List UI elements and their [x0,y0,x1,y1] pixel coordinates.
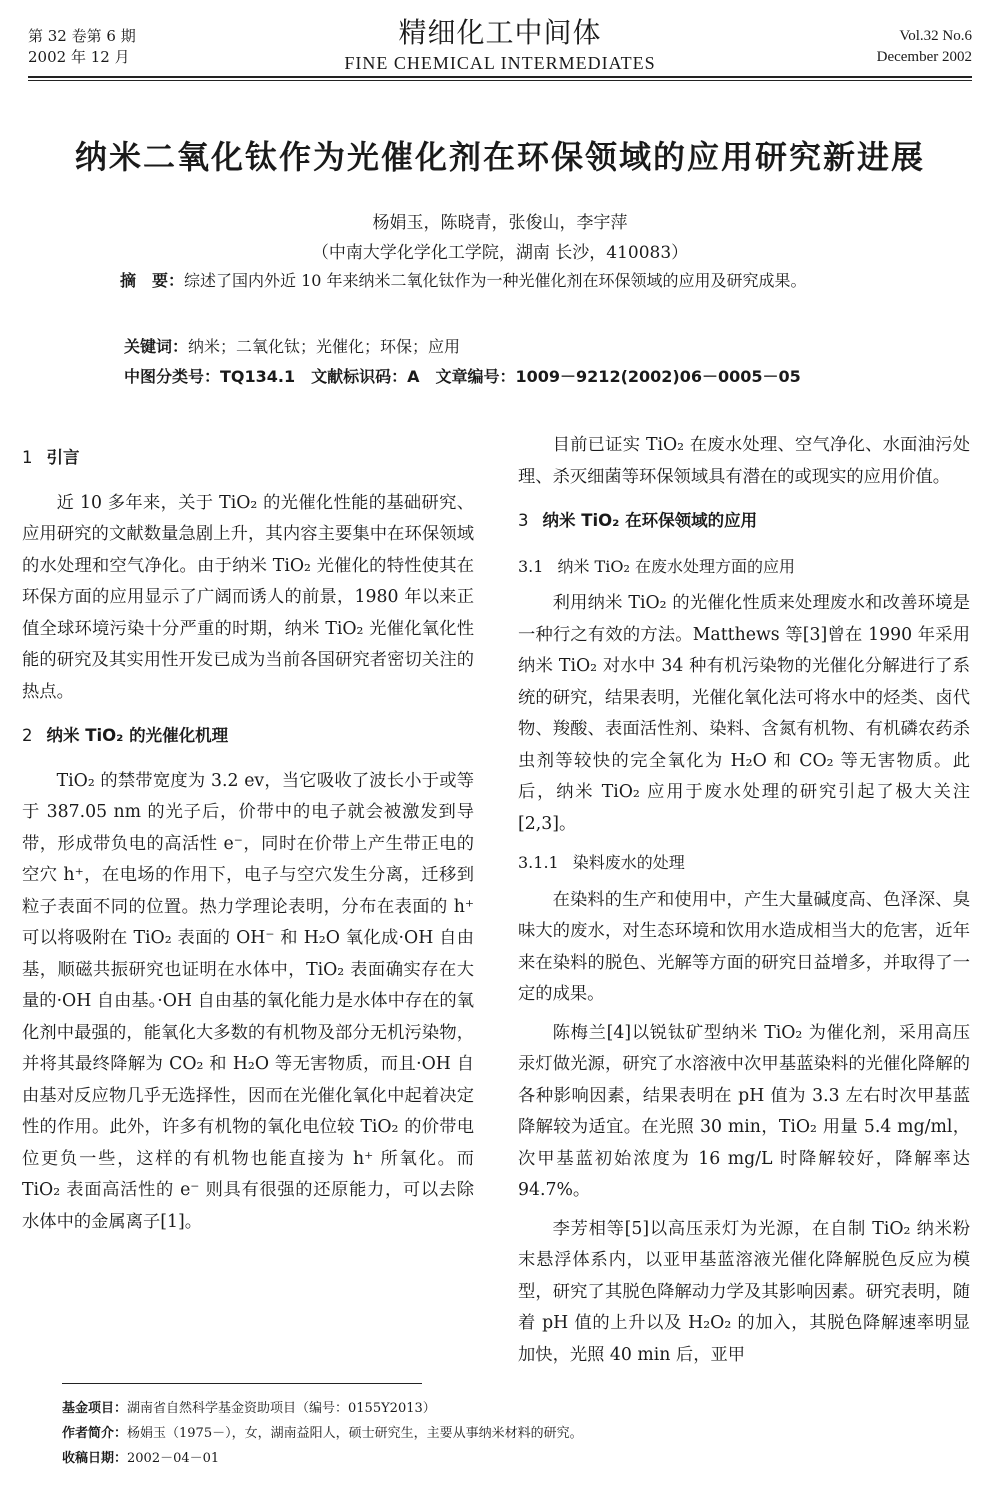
paragraph: TiO₂ 的禁带宽度为 3.2 ev，当它吸收了波长小于或等于 387.05 nm 的光子后，价带中的电子就会被激发到导带，形成带负电的高活性 e⁻，同时在价带上产生带正电的空穴 h⁺，在电场的作用下，电子与空穴发生分离，迁移到粒子表面不同的位置。热力学理论表明，分布在表面的 h⁺ 可以将吸附在 TiO₂ 表面的 OH⁻ 和 H₂O 氧化成·OH 自由基，顺磁共振研究也证明在水体中，TiO₂ 表面确实存在大量的·OH 自由基。·OH 自由基的氧化能力是水体中存在的氧化剂中最强的，能氧化大多数的有机物及部分无机污染物，并将其最终降解为 CO₂ 和 H₂O 等无害物质，而且·OH 自由基对反应物几乎无选择性，因而在光催化氧化中起着决定性的作用。此外，许多有机物的氧化电位较 TiO₂ 的价带电位更负一些，这样的有机物也能直接为 h⁺ 所氧化。而 TiO₂ 表面高活性的 e⁻ 则具有很强的还原能力，可以去除水体中的金属离子[1]。 [22,770,474,1232]
footnotes [62,1396,942,1471]
journal-name-en: FINE CHEMICAL INTERMEDIATES [344,53,656,73]
paper-title: 纳米二氧化钛作为光催化剂在环保领域的应用研究新进展 [74,138,925,176]
section-2-heading [22,720,474,752]
paragraph: 在染料的生产和使用中，产生大量碱度高、色泽深、臭味大的废水，对生态环境和饮用水造成相当大的危害，近年来在染料的脱色、光解等方面的研究日益增多，并取得了一定的成果。 [518,889,970,1004]
section-title: 纳米 TiO₂ 在环保领域的应用 [542,511,758,530]
section-1-heading [22,442,474,474]
fund-label: 基金项目： [62,1401,128,1416]
subsection-3-1-1-heading [518,847,970,879]
abstract-label: 摘 要： [120,271,185,290]
subsection-3-1-heading [518,551,970,583]
paragraph: 利用纳米 TiO₂ 的光催化性质来处理废水和改善环境是一种行之有效的方法。Matthews 等[3]曾在 1990 年采用纳米 TiO₂ 对水中 34 种有机污染物的光催化分解进行了系统的研究，结果表明，光催化氧化法可将水中的烃类、卤代物、羧酸、表面活性剂、染料、含氮有机物、有机磷农药杀虫剂等较快的完全氧化为 H₂O 和 CO₂ 等无害物质。此后，纳米 TiO₂ 应用于废水处理的研究引起了极大关注[2,3]。 [518,593,970,834]
subsection-title: 纳米 TiO₂ 在废水处理方面的应用 [557,556,795,576]
footnote-author [62,1421,942,1446]
subsection-number: 3.1 [518,556,544,576]
header-volume-issue: 第 32 卷第 6 期 [28,27,136,45]
header-issue-info-en [877,26,972,68]
section-title: 引言 [46,448,80,467]
paper-authors: 杨娟玉，陈晓青，张俊山，李宇萍 [372,213,628,233]
header-issue-info [28,26,136,68]
fund-text: 湖南省自然科学基金资助项目（编号：0155Y2013） [127,1401,436,1416]
footnote-date [62,1446,942,1471]
author-text: 杨娟玉（1975－），女，湖南益阳人，硕士研究生，主要从事纳米材料的研究。 [127,1426,583,1441]
author-label: 作者简介： [62,1426,128,1441]
left-column [22,430,474,1245]
classification-line [124,362,801,392]
section-title: 纳米 TiO₂ 的光催化机理 [46,726,229,745]
subsection-number: 3.1.1 [518,853,559,872]
date-label: 收稿日期： [62,1451,128,1466]
paragraph: 目前已证实 TiO₂ 在废水处理、空气净化、水面油污处理、杀灭细菌等环保领域具有潜在的或现实的应用价值。 [518,435,970,487]
subsection-title: 染料废水的处理 [572,853,685,872]
paper-affiliation: （中南大学化学化工学院，湖南 长沙，410083） [311,243,689,263]
header-volume-en: Vol.32 No.6 [899,28,972,44]
paragraph: 李芳相等[5]以高压汞灯为光源，在自制 TiO₂ 纳米粉末悬浮体系内，以亚甲基蓝溶液光催化降解脱色反应为模型，研究了其脱色降解动力学及其影响因素。研究表明，随着 pH 值的上升以及 H₂O₂ 的加入，其脱色降解速率明显加快，光照 40 min 后，亚甲 [518,1218,970,1365]
journal-name-cn: 精细化工中间体 [398,16,602,49]
section-number: 1 [22,448,33,467]
section-number: 2 [22,726,33,745]
right-column [518,430,970,1378]
date-text: 2002－04－01 [127,1451,220,1466]
classification-text: 中图分类号：TQ134.1 文献标识码：A 文章编号：1009－9212(2002)06－0005－05 [124,367,801,386]
paragraph: 近 10 多年来，关于 TiO₂ 的光催化性能的基础研究、应用研究的文献数量急剧上升，其内容主要集中在环保领域的水处理和空气净化。由于纳米 TiO₂ 光催化的特性使其在环保方面的应用显示了广阔而诱人的前景，1980 年以来正值全球环境污染十分严重的时期，纳米 TiO₂ 光催化氧化性能的研究及其实用性开发已成为当前各国研究者密切关注的热点。 [22,492,474,702]
footnote-fund [62,1396,942,1421]
section-number: 3 [518,511,529,530]
header-date-en: December 2002 [876,49,972,65]
keywords-label: 关键词： [124,337,189,356]
header-divider-thin [28,80,972,81]
paragraph: 陈梅兰[4]以锐钛矿型纳米 TiO₂ 为催化剂，采用高压汞灯做光源，研究了水溶液中次甲基蓝染料的光催化降解的各种影响因素，结果表明在 pH 值为 3.3 左右时次甲基蓝降解较为适宜。在光照 30 min，TiO₂ 用量 5.4 mg/ml，次甲基蓝初始浓度为 16 mg/L 时降解较好，降解率达 94.7%。 [518,1022,970,1200]
header-journal [300,14,700,74]
keywords-text: 纳米；二氧化钛；光催化；环保；应用 [188,337,461,356]
abstract [80,266,920,296]
keywords [124,332,460,362]
header-date: 2002 年 12 月 [28,48,130,66]
section-3-heading [518,505,970,537]
header-divider [28,76,972,78]
footnote-divider [62,1383,422,1384]
abstract-text: 综述了国内外近 10 年来纳米二氧化钛作为一种光催化剂在环保领域的应用及研究成果。 [184,271,807,290]
